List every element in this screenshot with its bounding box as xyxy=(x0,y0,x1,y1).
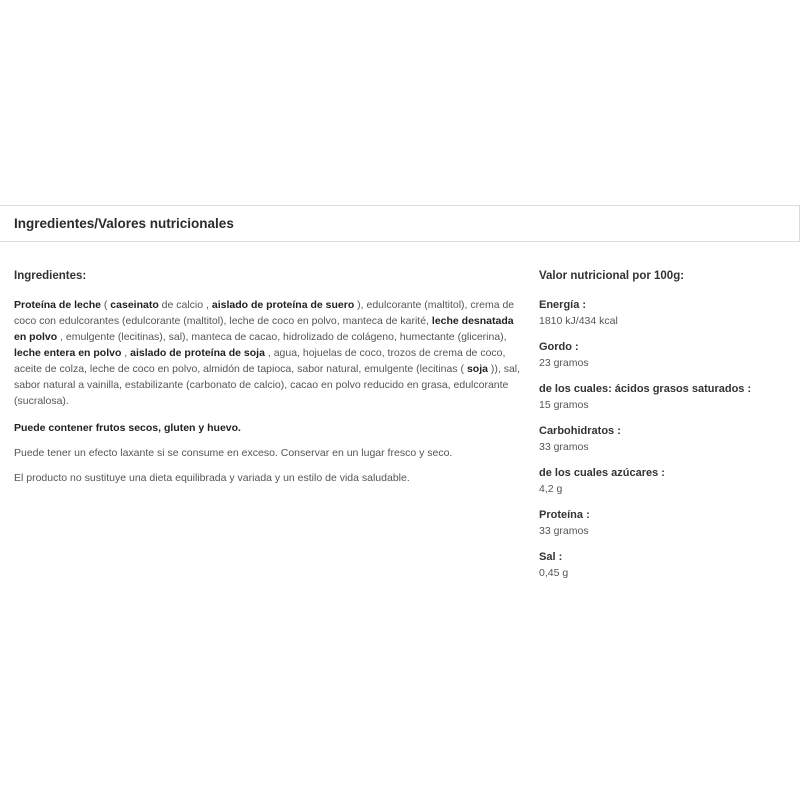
nutrition-heading: Valor nutricional por 100g: xyxy=(539,270,685,282)
nutrition-value: 1810 kJ/434 kcal xyxy=(539,315,618,327)
nutrition-value: 33 gramos xyxy=(539,441,589,453)
nutrition-value: 33 gramos xyxy=(539,525,589,537)
ingredient-bold: leche entera en polvo xyxy=(14,347,122,359)
nutrition-label: de los cuales azúcares : xyxy=(539,467,665,479)
ingredient-bold: aislado de proteína de soja xyxy=(130,347,265,359)
ingredient-bold: aislado de proteína de suero xyxy=(211,299,355,311)
nutrition-value: 4,2 g xyxy=(539,483,563,495)
nutrition-panel xyxy=(0,205,800,579)
ingredient-text: ), edulcorante (maltitol), crema de coco con edulcorantes (edulcorante (maltitol), leche de coco en polvo, manteca de karité, xyxy=(14,299,515,327)
ingredient-bold: soja xyxy=(466,363,488,375)
panel-title: Ingredientes/Valores nutricionales xyxy=(14,216,234,231)
ingredient-text: de calcio , xyxy=(158,299,212,311)
nutrition-item xyxy=(539,381,789,413)
ingredients-column xyxy=(14,268,524,495)
ingredient-bold: leche desnatada en polvo xyxy=(14,315,514,343)
allergen-warning: Puede contener frutos secos, gluten y huevo. xyxy=(14,422,241,434)
laxative-note: Puede tener un efecto laxante si se consume en exceso. Conservar en un lugar fresco y seco. xyxy=(14,447,453,459)
nutrition-label: Energía : xyxy=(539,299,587,311)
nutrition-item xyxy=(539,465,789,497)
nutrition-item xyxy=(539,549,789,581)
nutrition-item xyxy=(539,339,789,371)
nutrition-value: 23 gramos xyxy=(539,357,589,369)
ingredient-text: , agua, hojuelas de coco, trozos de crema de coco, aceite de colza, leche de coco en polvo, almidón de tapioca, sabor natural, emulgente (lecitinas ( xyxy=(14,347,506,375)
nutrition-item xyxy=(539,297,789,329)
ingredient-bold: Proteína de leche xyxy=(14,299,101,311)
ingredient-bold: caseinato xyxy=(110,299,159,311)
nutrition-item xyxy=(539,507,789,539)
nutrition-label: Carbohidratos : xyxy=(539,425,621,437)
nutrition-label: Proteína : xyxy=(539,509,590,521)
ingredient-text: , emulgente (lecitinas), sal), manteca de cacao, hidrolizado de colágeno, humectante (glicerina), xyxy=(57,331,507,343)
nutrition-label: Sal : xyxy=(539,551,563,563)
nutrition-list xyxy=(539,297,789,581)
diet-note: El producto no sustituye una dieta equilibrada y variada y un estilo de vida saludable. xyxy=(14,472,410,484)
ingredients-text xyxy=(14,297,524,409)
ingredient-text: , xyxy=(121,347,131,359)
panel-header[interactable] xyxy=(0,205,800,242)
nutrition-item xyxy=(539,423,789,455)
nutrition-value: 15 gramos xyxy=(539,399,589,411)
nutrition-label: Gordo : xyxy=(539,341,579,353)
nutrition-column xyxy=(539,268,789,591)
ingredients-heading: Ingredientes: xyxy=(14,270,87,282)
nutrition-label: de los cuales: ácidos grasos saturados : xyxy=(539,383,752,395)
ingredient-text: )), sal, sabor natural a vainilla, estabilizante (carbonato de calcio), cacao en polvo reducido en grasa, edulcorante (sucralosa). xyxy=(14,363,521,407)
nutrition-value: 0,45 g xyxy=(539,567,569,579)
ingredient-text: ( xyxy=(100,299,111,311)
